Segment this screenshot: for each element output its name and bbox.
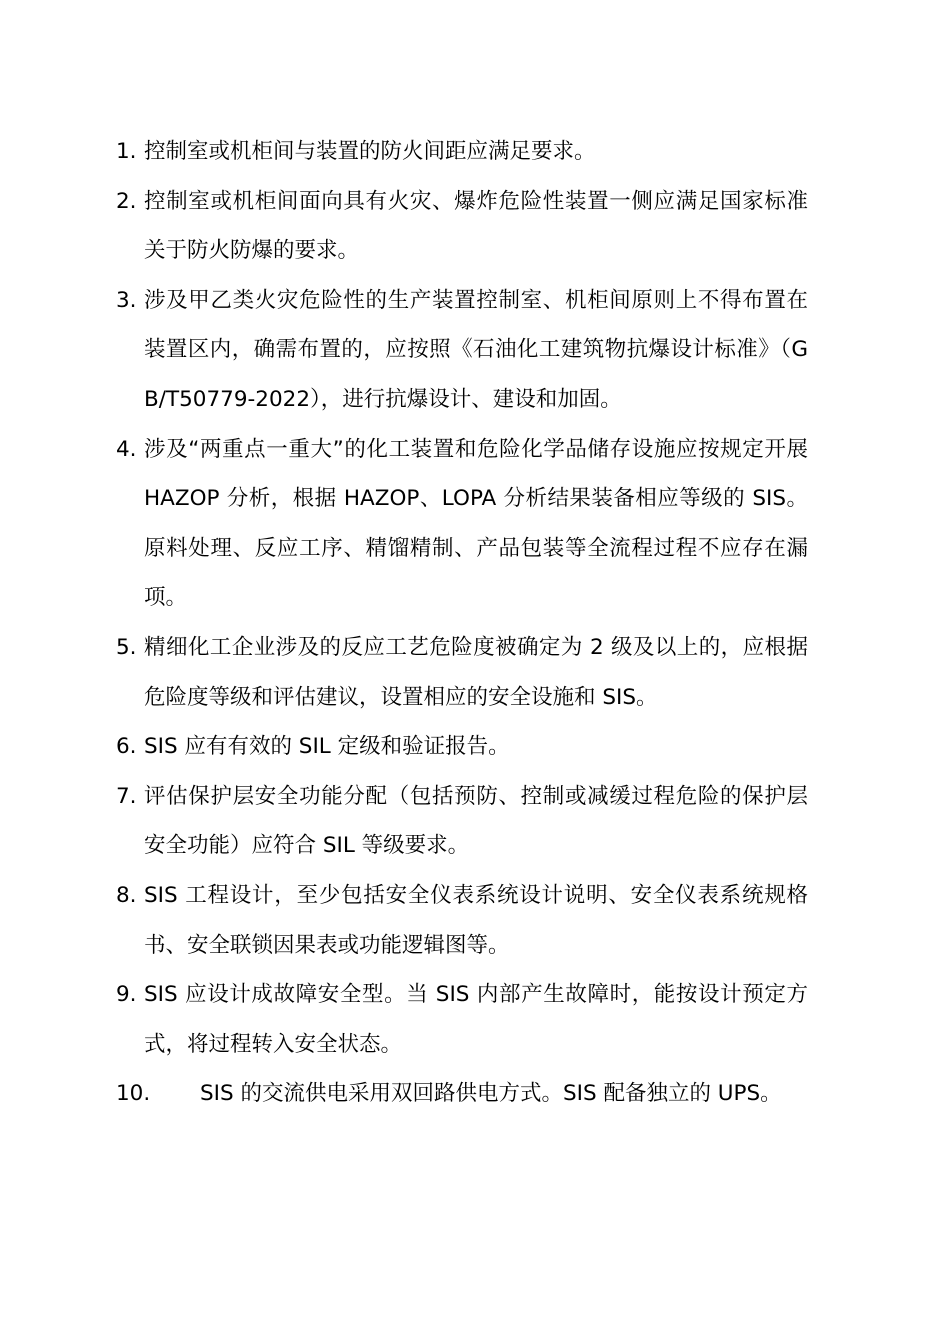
item-number: 2. [116, 188, 137, 214]
item-text: 评估保护层安全功能分配（包括预防、控制或减缓过程危险的保护层安全功能）应符合 SIL 等级要求。 [144, 783, 808, 859]
item-text: 涉及“两重点一重大”的化工装置和危险化学品储存设施应按规定开展 HAZOP 分析，根据 HAZOP、LOPA 分析结果装备相应等级的 SIS。原料处理、反应工序、精馏精制、产品包装等全流程过程不应存在漏项。 [144, 436, 808, 611]
list-item [116, 623, 808, 722]
item-number: 10. [116, 1081, 151, 1107]
item-text: 涉及甲乙类火灾危险性的生产装置控制室、机柜间原则上不得布置在装置区内，确需布置的，应按照《石油化工建筑物抗爆设计标准》（GB/T50779-2022），进行抗爆设计、建设和加固。 [144, 287, 808, 412]
item-number: 8. [116, 882, 137, 908]
item-text: SIS 的交流供电采用双回路供电方式。SIS 配备独立的 UPS。 [200, 1081, 782, 1107]
item-number: 7. [116, 783, 137, 809]
item-text: 精细化工企业涉及的反应工艺危险度被确定为 2 级及以上的，应根据危险度等级和评估建议，设置相应的安全设施和 SIS。 [144, 634, 808, 710]
list-item [116, 276, 808, 425]
item-number: 6. [116, 734, 137, 760]
item-number: 1. [116, 139, 137, 164]
item-number: 3. [116, 287, 137, 313]
item-number: 9. [116, 982, 137, 1008]
list-item [116, 425, 808, 623]
item-number: 4. [116, 436, 137, 462]
list-item [116, 722, 808, 772]
item-text: 控制室或机柜间面向具有火灾、爆炸危险性装置一侧应满足国家标准关于防火防爆的要求。 [144, 188, 808, 264]
item-text: 控制室或机柜间与装置的防火间距应满足要求。 [144, 139, 596, 164]
list-item [116, 970, 808, 1069]
list-item [116, 871, 808, 970]
item-text: SIS 应设计成故障安全型。当 SIS 内部产生故障时，能按设计预定方式，将过程转入安全状态。 [144, 982, 808, 1057]
item-text: SIS 应有有效的 SIL 定级和验证报告。 [144, 734, 510, 760]
list-item [116, 1069, 808, 1119]
requirements-list [116, 127, 808, 1119]
item-text: SIS 工程设计，至少包括安全仪表系统设计说明、安全仪表系统规格书、安全联锁因果表或功能逻辑图等。 [144, 882, 808, 958]
list-item [116, 127, 808, 177]
list-item [116, 177, 808, 276]
item-number: 5. [116, 634, 137, 660]
list-item [116, 772, 808, 871]
